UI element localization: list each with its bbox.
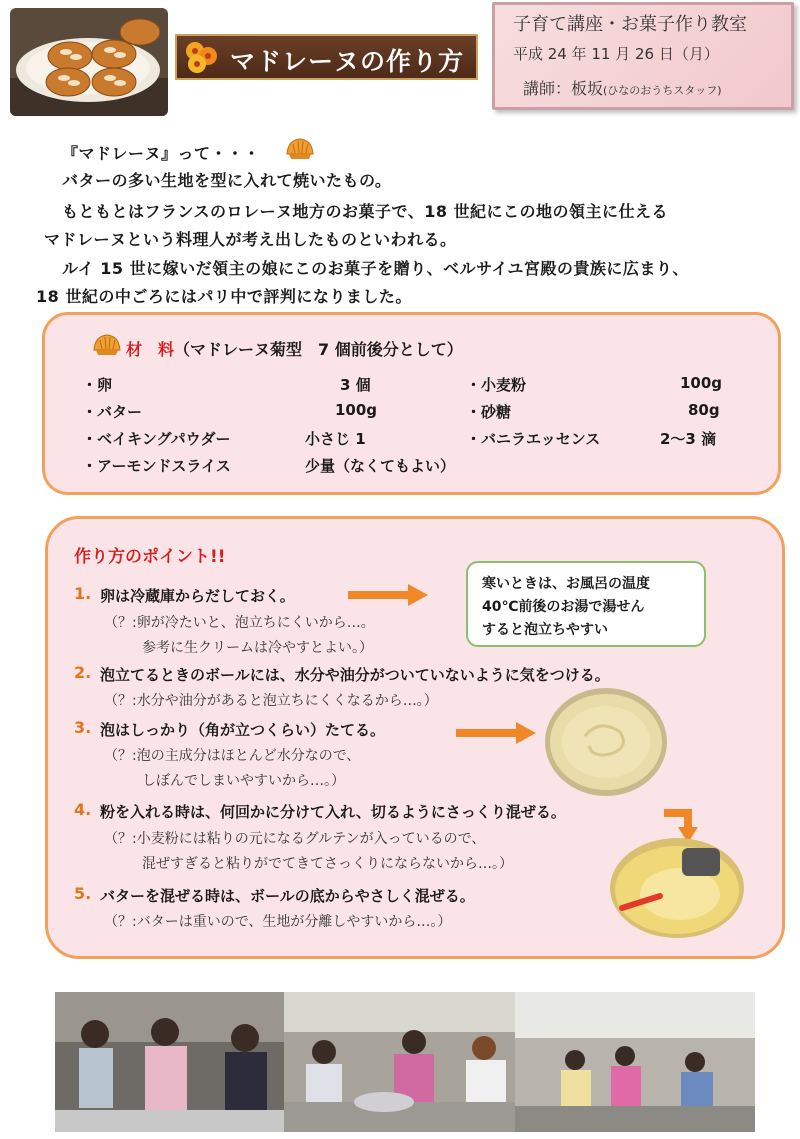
intro-line-1: バターの多い生地を型に入れて焼いたもの。 (62, 171, 392, 190)
point-number: 5. (74, 884, 92, 903)
point-note: 混ぜすぎると粘りがでてきてさっくりにならないから…。） (142, 856, 513, 872)
ingredient-amount: 100g (680, 374, 723, 392)
point-note: （？:バターは重いので、生地が分離しやすいから…。） (104, 914, 452, 930)
flower-icon (180, 36, 222, 78)
page-title: マドレーヌの作り方 (230, 47, 465, 76)
ingredient-amount: 小さじ 1 (305, 430, 366, 448)
point-number: 4. (74, 800, 92, 819)
class-photo-1 (55, 992, 295, 1132)
intro-line-4: ルイ 15 世に嫁いだ領主の娘にこのお菓子を贈り、ベルサイユ宮殿の貴族に広まり、 (62, 259, 689, 278)
point-text: 粉を入れる時は、何回かに分けて入れ、切るようにさっくり混ぜる。 (100, 803, 566, 821)
instructor: 講師：板坂(ひなのおうちスタッフ) (523, 79, 722, 98)
intro-line-2: もともとはフランスのロレーヌ地方のお菓子で、18 世紀にこの地の領主に仕える (62, 202, 669, 221)
arrow-icon (456, 722, 536, 744)
tip-line: 寒いときは、お風呂の温度 (482, 576, 650, 592)
ingredient-amount: 3 個 (340, 376, 371, 394)
ingredient-name: ・卵 (82, 376, 113, 394)
point-note: しぼんでしまいやすいから…。） (142, 773, 345, 789)
point-text: 卵は冷蔵庫からだしておく。 (100, 587, 295, 605)
mixing-bowl-photo (610, 838, 744, 938)
tip-line: すると泡立ちやすい (482, 622, 608, 638)
point-note: （？:小麦粉には粘りの元になるグルテンが入っているので、 (104, 831, 486, 847)
madeleine-photo (10, 8, 168, 116)
arrow-icon (348, 584, 428, 606)
point-text: バターを混ぜる時は、ボールの底からやさしく混ぜる。 (100, 887, 475, 905)
point-number: 2. (74, 663, 92, 682)
madeleine-icon (285, 136, 315, 162)
point-text: 泡立てるときのボールには、水分や油分がついていないように気をつける。 (100, 666, 610, 684)
ingredient-name: ・砂糖 (466, 403, 512, 421)
ingredient-name: ・バター (82, 403, 143, 421)
ingredient-name: ・バニラエッセンス (466, 430, 601, 448)
point-number: 1. (74, 584, 92, 603)
ingredient-name: ・小麦粉 (466, 376, 527, 394)
ingredient-amount: 少量（なくてもよい） (305, 457, 456, 475)
intro-line-5: 18 世紀の中ごろにはパリ中で評判になりました。 (36, 287, 412, 306)
ingredient-amount: 80g (688, 401, 720, 419)
course-name: 子育て講座・お菓子作り教室 (513, 14, 747, 35)
points-title: 作り方のポイント!! (74, 547, 226, 567)
instructor-note: (ひなのおうちスタッフ) (603, 84, 722, 97)
point-note: （？:泡の主成分はほとんど水分なので、 (104, 748, 361, 764)
ingredient-amount: 100g (335, 401, 378, 419)
class-photo-3 (515, 992, 755, 1132)
course-date: 平成 24 年 11 月 26 日（月） (513, 45, 719, 63)
ingredients-title: 材 料（マドレーヌ菊型 7 個前後分として） (126, 340, 463, 359)
point-note: （？:卵が冷たいと、泡立ちにくいから…。 (104, 615, 375, 631)
point-text: 泡はしっかり（角が立つくらい）たてる。 (100, 721, 386, 739)
ingredient-name: ・アーモンドスライス (82, 457, 231, 475)
point-number: 3. (74, 718, 92, 737)
madeleine-icon (92, 332, 122, 358)
intro-heading: 『マドレーヌ』って・・・ (62, 144, 261, 163)
ingredients-subtitle: （マドレーヌ菊型 7 個前後分として） (174, 340, 463, 359)
class-photo-2 (284, 992, 524, 1132)
intro-line-3: マドレーヌという料理人が考え出したものといわれる。 (44, 230, 457, 249)
point-note: 参考に生クリームは冷やすとよい。） (142, 640, 373, 656)
ingredient-name: ・ベイキングパウダー (82, 430, 231, 448)
tip-line: 40℃前後のお湯で湯せん (482, 599, 645, 615)
whipped-batter-photo (545, 688, 667, 796)
ingredient-amount: 2～3 滴 (660, 430, 717, 448)
point-note: （？:水分や油分があると泡立ちにくくなるから…。） (104, 693, 438, 709)
